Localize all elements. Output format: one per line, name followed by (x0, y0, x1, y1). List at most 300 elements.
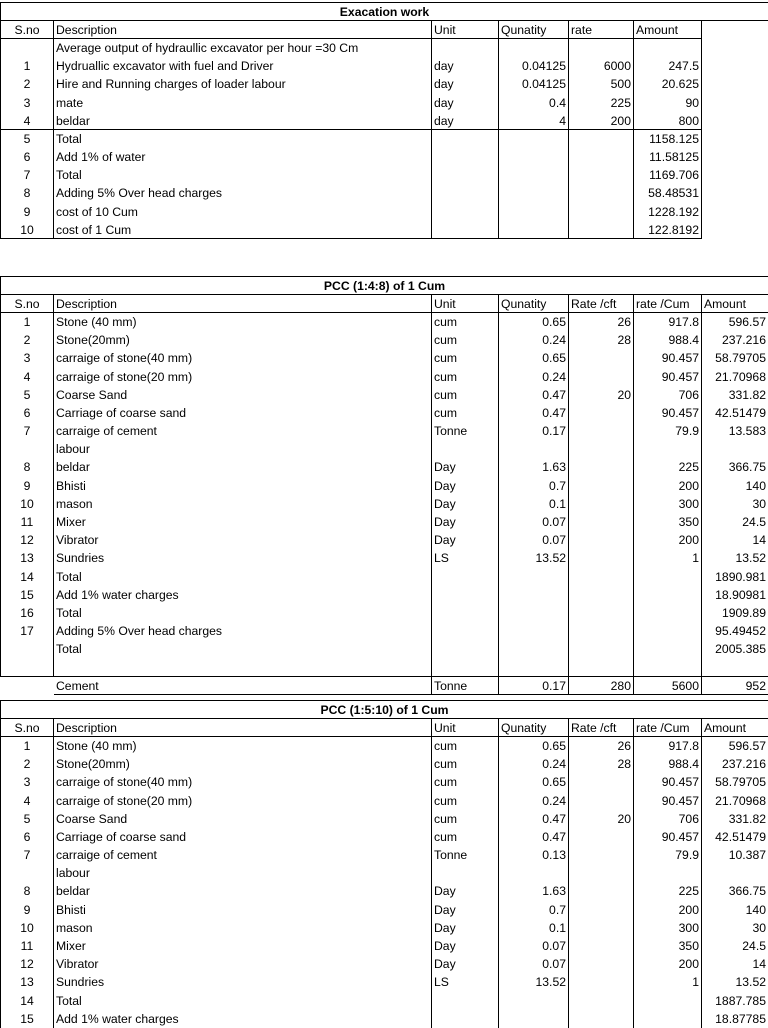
table-row (1, 313, 768, 331)
table-cell: 200 (634, 901, 702, 919)
header-row (1, 719, 768, 737)
table-cell: 21.70968 (702, 367, 768, 385)
table-cell (1, 440, 54, 458)
table-cell: 58.79705 (702, 349, 768, 367)
table-cell: 1 (1, 313, 54, 331)
table-cell: 0.13 (499, 846, 569, 864)
table-cell: 21.70968 (702, 791, 768, 809)
table-row (1, 166, 768, 184)
table-cell: 5 (1, 386, 54, 404)
table-cell: 13.52 (499, 549, 569, 567)
table-cell: 988.4 (634, 755, 702, 773)
table-cell: 3 (1, 93, 54, 111)
table-cell (569, 882, 634, 900)
note-cell: Average output of hydraullic excavator per hour =30 Cm (54, 39, 432, 57)
table-cell (569, 367, 634, 385)
table-row (1, 549, 768, 567)
header-quantity: Qunatity (499, 295, 569, 313)
table-cell: 15 (1, 586, 54, 604)
table-row (1, 75, 768, 93)
table-cell: 0.04125 (499, 75, 569, 93)
empty-cell (1, 39, 54, 57)
table-cell: cum (432, 386, 499, 404)
table-row (1, 513, 768, 531)
table-row (1, 901, 768, 919)
table-cell: Bhisti (54, 901, 432, 919)
table-cell: Bhisti (54, 477, 432, 495)
table-cell: 0.07 (499, 937, 569, 955)
table-cell: 6 (1, 828, 54, 846)
table-cell: 4 (1, 112, 54, 130)
table-cell: cum (432, 349, 499, 367)
table-cell: 1.63 (499, 458, 569, 476)
table-row (1, 458, 768, 476)
table-cell: 200 (634, 531, 702, 549)
table-cell (432, 568, 499, 586)
table-cell: 90 (634, 93, 702, 111)
table-cell (432, 992, 499, 1010)
table-cell (569, 477, 634, 495)
table-cell (634, 864, 702, 882)
table-cell: beldar (54, 112, 432, 130)
table-cell (634, 992, 702, 1010)
table-row (1, 367, 768, 385)
table-cell (432, 586, 499, 604)
table-cell: 596.57 (702, 737, 768, 755)
table-cell: 500 (569, 75, 634, 93)
table-cell (499, 166, 569, 184)
table-cell (569, 791, 634, 809)
table-cell (569, 1010, 634, 1028)
pcc-148-section (0, 276, 768, 695)
table-cell: carraige of cement (54, 422, 432, 440)
pcc-148-table (0, 276, 768, 695)
header-amount: Amount (634, 21, 702, 39)
table-cell (569, 221, 634, 239)
table-row (1, 846, 768, 864)
table-cell: Mixer (54, 937, 432, 955)
table-cell: beldar (54, 882, 432, 900)
table-cell (499, 864, 569, 882)
table-cell: 8 (1, 184, 54, 202)
table-cell (569, 901, 634, 919)
table-cell (569, 992, 634, 1010)
table-cell: Day (432, 495, 499, 513)
table-cell: 24.5 (702, 513, 768, 531)
table-cell (499, 640, 569, 658)
table-cell: 247.5 (634, 57, 702, 75)
table-row (1, 755, 768, 773)
table-row (1, 477, 768, 495)
table-cell: Day (432, 937, 499, 955)
table-cell: 12 (1, 531, 54, 549)
table-row (1, 57, 768, 75)
table-cell: 0.04125 (499, 57, 569, 75)
table-cell: cost of 1 Cum (54, 221, 432, 239)
table-cell: 0.47 (499, 828, 569, 846)
header-row (1, 295, 768, 313)
table-cell: 4 (1, 367, 54, 385)
pcc-1510-table (0, 700, 768, 1028)
table-row (1, 531, 768, 549)
table-cell: Sundries (54, 973, 432, 991)
table-cell (499, 39, 569, 57)
table-cell: 90.457 (634, 349, 702, 367)
table-cell: 5600 (634, 677, 702, 695)
table-cell: Hire and Running charges of loader labour (54, 75, 432, 93)
table-cell: 20.625 (634, 75, 702, 93)
table-cell: 800 (634, 112, 702, 130)
table-cell (1, 640, 54, 658)
table-cell: Day (432, 477, 499, 495)
table-cell (569, 828, 634, 846)
table-cell: 200 (569, 112, 634, 130)
table-cell: 0.07 (499, 955, 569, 973)
total-row (1, 992, 768, 1010)
table-cell: cum (432, 737, 499, 755)
table-cell: 0.7 (499, 901, 569, 919)
table-cell: LS (432, 549, 499, 567)
table-cell (499, 604, 569, 622)
table-cell: 0.1 (499, 495, 569, 513)
table-row (1, 93, 768, 111)
table-cell: Coarse Sand (54, 810, 432, 828)
header-sno: S.no (1, 295, 54, 313)
table-cell (432, 864, 499, 882)
table-cell: 1 (634, 973, 702, 991)
table-row (1, 148, 768, 166)
table-cell (569, 203, 634, 221)
table-cell: Stone(20mm) (54, 755, 432, 773)
table-cell: 225 (569, 93, 634, 111)
table-cell: 42.51479 (702, 828, 768, 846)
table-cell: Day (432, 458, 499, 476)
header-unit: Unit (432, 21, 499, 39)
table-cell: Tonne (432, 846, 499, 864)
table-cell (702, 166, 768, 184)
header-description: Description (54, 719, 432, 737)
table-cell: day (432, 57, 499, 75)
table-cell: Tonne (432, 677, 499, 695)
table-cell (702, 93, 768, 111)
table-cell: 26 (569, 313, 634, 331)
cement-row (1, 677, 768, 695)
labour-label-row (1, 440, 768, 458)
labour-label: labour (54, 440, 432, 458)
table-cell: Day (432, 919, 499, 937)
header-rate-cft: Rate /cft (569, 295, 634, 313)
table-cell: Total (54, 130, 432, 148)
table-cell (569, 166, 634, 184)
table-cell: 300 (634, 919, 702, 937)
table-cell (634, 39, 702, 57)
table-cell: 0.07 (499, 513, 569, 531)
table-cell: 0.65 (499, 773, 569, 791)
table-cell (569, 864, 634, 882)
table-cell: 0.65 (499, 349, 569, 367)
table-cell: 917.8 (634, 737, 702, 755)
labour-label-row (1, 864, 768, 882)
table-cell: 1228.192 (634, 203, 702, 221)
table-cell: 11 (1, 513, 54, 531)
table-cell (569, 440, 634, 458)
table-cell: 2 (1, 331, 54, 349)
table-cell: 0.65 (499, 313, 569, 331)
table-cell: 20 (569, 810, 634, 828)
table-cell: 8 (1, 882, 54, 900)
cement-label: Cement (54, 677, 432, 695)
table-cell: 14 (1, 568, 54, 586)
table-cell (569, 658, 634, 676)
table-cell: 331.82 (702, 810, 768, 828)
table-cell (432, 604, 499, 622)
table-cell (569, 422, 634, 440)
header-sno: S.no (1, 21, 54, 39)
table-cell: Carriage of coarse sand (54, 828, 432, 846)
table-cell (569, 846, 634, 864)
table-cell: Day (432, 955, 499, 973)
table-cell: 6 (1, 404, 54, 422)
table-cell: 13.583 (702, 422, 768, 440)
table-cell: 0.17 (499, 422, 569, 440)
table-row (1, 349, 768, 367)
table-cell: 8 (1, 458, 54, 476)
table-cell: cum (432, 367, 499, 385)
header-quantity: Qunatity (499, 719, 569, 737)
table-cell: 366.75 (702, 458, 768, 476)
table-cell (432, 39, 499, 57)
table-cell (499, 622, 569, 640)
table-cell (499, 184, 569, 202)
table-cell: day (432, 93, 499, 111)
table-cell: cost of 10 Cum (54, 203, 432, 221)
table-cell: 58.79705 (702, 773, 768, 791)
table-cell (634, 640, 702, 658)
table-cell (569, 513, 634, 531)
table-cell (569, 130, 634, 148)
table-cell: mate (54, 93, 432, 111)
table-cell: 1890.981 (702, 568, 768, 586)
table-cell (634, 1010, 702, 1028)
table-cell: cum (432, 331, 499, 349)
table-row (1, 937, 768, 955)
table-cell: 13.52 (499, 973, 569, 991)
table-row (1, 112, 768, 130)
table-cell: 331.82 (702, 386, 768, 404)
table-cell: cum (432, 773, 499, 791)
table-cell: cum (432, 404, 499, 422)
table-cell: Day (432, 531, 499, 549)
table-cell: 0.24 (499, 755, 569, 773)
table-cell: 3 (1, 773, 54, 791)
header-quantity: Qunatity (499, 21, 569, 39)
table-cell: 90.457 (634, 367, 702, 385)
table-cell: Add 1% water charges (54, 586, 432, 604)
total-row (1, 622, 768, 640)
table-cell: 706 (634, 386, 702, 404)
pcc-148-title: PCC (1:4:8) of 1 Cum (1, 277, 768, 295)
total-row (1, 640, 768, 658)
table-cell (432, 184, 499, 202)
excavation-table (0, 2, 768, 239)
table-cell: 11.58125 (634, 148, 702, 166)
table-cell: 14 (702, 955, 768, 973)
table-row (1, 791, 768, 809)
table-cell: 350 (634, 937, 702, 955)
table-cell: day (432, 75, 499, 93)
table-cell: LS (432, 973, 499, 991)
table-cell (702, 112, 768, 130)
table-row (1, 495, 768, 513)
table-cell: Hydruallic excavator with fuel and Driver (54, 57, 432, 75)
table-cell: 13 (1, 973, 54, 991)
table-row (1, 130, 768, 148)
table-cell: 300 (634, 495, 702, 513)
table-cell: 596.57 (702, 313, 768, 331)
table-row (1, 386, 768, 404)
table-cell: Vibrator (54, 955, 432, 973)
table-cell: 0.24 (499, 367, 569, 385)
table-cell: 4 (499, 112, 569, 130)
table-cell: Vibrator (54, 531, 432, 549)
table-cell (569, 39, 634, 57)
table-cell (499, 148, 569, 166)
table-cell (569, 549, 634, 567)
table-row (1, 404, 768, 422)
table-cell: 200 (634, 955, 702, 973)
table-cell: 24.5 (702, 937, 768, 955)
table-cell (702, 864, 768, 882)
table-cell (432, 658, 499, 676)
table-cell: 0.1 (499, 919, 569, 937)
table-cell (702, 184, 768, 202)
header-sno: S.no (1, 719, 54, 737)
table-cell: 7 (1, 422, 54, 440)
table-cell: beldar (54, 458, 432, 476)
table-cell: 225 (634, 458, 702, 476)
header-rate: rate (569, 21, 634, 39)
table-cell: Day (432, 513, 499, 531)
table-cell: Stone (40 mm) (54, 313, 432, 331)
table-cell: 79.9 (634, 422, 702, 440)
table-cell: Stone (40 mm) (54, 737, 432, 755)
header-rate-cum: rate /Cum (634, 719, 702, 737)
table-cell: 20 (569, 386, 634, 404)
header-description: Description (54, 21, 432, 39)
table-cell (432, 640, 499, 658)
pcc-1510-section (0, 700, 768, 1028)
table-cell (569, 586, 634, 604)
header-row (1, 21, 768, 39)
table-cell: 9 (1, 203, 54, 221)
table-cell: cum (432, 755, 499, 773)
total-row (1, 604, 768, 622)
total-row (1, 568, 768, 586)
table-cell (569, 495, 634, 513)
table-cell: Carriage of coarse sand (54, 404, 432, 422)
table-cell: Day (432, 901, 499, 919)
table-cell: mason (54, 495, 432, 513)
header-amount: Amount (702, 295, 768, 313)
table-cell: 42.51479 (702, 404, 768, 422)
table-cell: 237.216 (702, 755, 768, 773)
table-cell: carraige of stone(40 mm) (54, 349, 432, 367)
spacer-row (1, 658, 768, 676)
table-cell: cum (432, 313, 499, 331)
table-cell (499, 440, 569, 458)
pcc-1510-title: PCC (1:5:10) of 1 Cum (1, 701, 768, 719)
table-cell: 0.7 (499, 477, 569, 495)
table-cell: 13.52 (702, 973, 768, 991)
table-cell (432, 203, 499, 221)
table-cell: 90.457 (634, 828, 702, 846)
table-cell: 280 (569, 677, 634, 695)
table-cell: carraige of stone(20 mm) (54, 791, 432, 809)
table-cell: 18.87785 (702, 1010, 768, 1028)
table-cell: 988.4 (634, 331, 702, 349)
table-cell: Total (54, 166, 432, 184)
table-cell: 18.90981 (702, 586, 768, 604)
table-cell: 9 (1, 901, 54, 919)
table-cell (634, 604, 702, 622)
table-cell (702, 148, 768, 166)
table-cell: 15 (1, 1010, 54, 1028)
table-cell (499, 992, 569, 1010)
table-cell: 6000 (569, 57, 634, 75)
table-cell (702, 75, 768, 93)
header-unit: Unit (432, 295, 499, 313)
table-cell: 10 (1, 495, 54, 513)
table-cell: 10 (1, 221, 54, 239)
table-cell (569, 973, 634, 991)
table-cell: 26 (569, 737, 634, 755)
table-cell (499, 130, 569, 148)
table-cell: 1.63 (499, 882, 569, 900)
table-row (1, 973, 768, 991)
table-cell: 11 (1, 937, 54, 955)
table-cell: 706 (634, 810, 702, 828)
table-cell: 14 (702, 531, 768, 549)
table-cell: 9 (1, 477, 54, 495)
table-cell (499, 586, 569, 604)
table-cell: 2 (1, 755, 54, 773)
total-row (1, 1010, 768, 1028)
table-cell: 17 (1, 622, 54, 640)
table-cell (569, 148, 634, 166)
table-cell: carraige of stone(40 mm) (54, 773, 432, 791)
table-cell (499, 221, 569, 239)
table-cell: 10 (1, 919, 54, 937)
table-cell (634, 586, 702, 604)
table-cell (432, 440, 499, 458)
header-amount: Amount (702, 719, 768, 737)
table-cell: 237.216 (702, 331, 768, 349)
table-cell (432, 1010, 499, 1028)
table-cell (54, 658, 432, 676)
table-cell: Mixer (54, 513, 432, 531)
table-row (1, 882, 768, 900)
table-cell: 140 (702, 901, 768, 919)
table-cell (634, 658, 702, 676)
table-cell: 1158.125 (634, 130, 702, 148)
table-row (1, 184, 768, 202)
table-cell: 350 (634, 513, 702, 531)
table-cell: 5 (1, 810, 54, 828)
table-cell: 90.457 (634, 773, 702, 791)
table-cell: 79.9 (634, 846, 702, 864)
table-cell: 0.47 (499, 404, 569, 422)
table-cell: 0.4 (499, 93, 569, 111)
